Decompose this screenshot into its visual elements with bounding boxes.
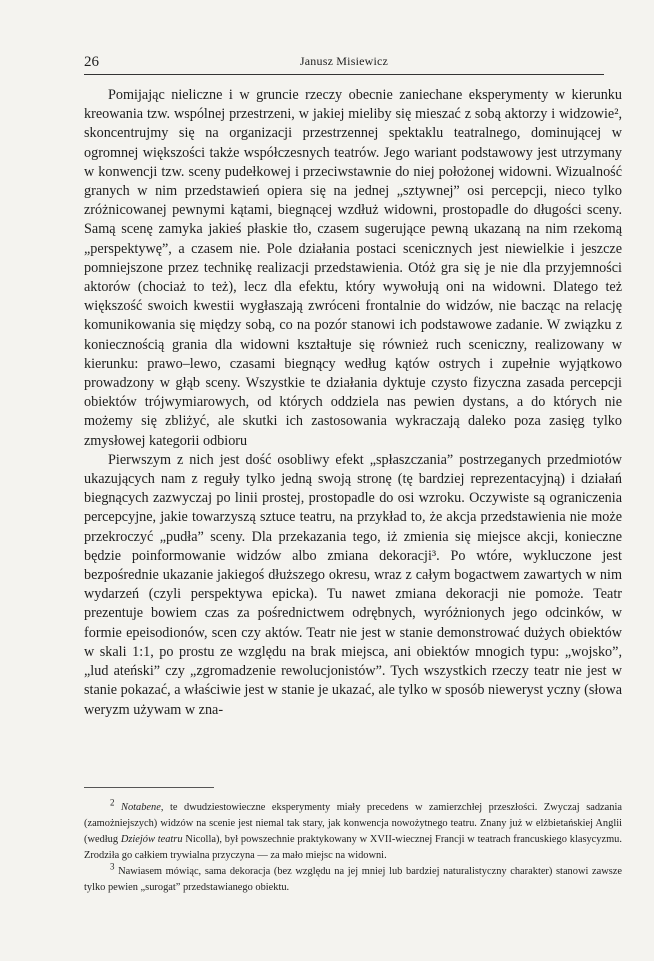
body-text	[84, 86, 622, 720]
footnote-2-title: Dziejów teatru	[120, 834, 183, 845]
paragraph-1: Pomijając nieliczne i w gruncie rzeczy obecnie zaniechane eksperymenty w kierunku kreowania tzw. wspólnej przestrzeni, w jakiej mieliby się mieszać z sobą aktorzy i widzowie², skoncentrujmy się na organizacji przestrzennej spektaklu teatralnego, dominującej w ogromnej większości także współczesnych teatrów. Jego wariant podstawowy jest utrzymany w konwencji tzw. sceny pudełkowej i przeciwstawnie do niej położonej widowni. Wizualność granych w nim przedstawień opiera się na jednej „sztywnej” osi percepcji, nieco tylko zróżnicowanej pewnymi kątami, biegnącej wzdłuż widowni, prostopadle do długości sceny. Samą scenę zamyka jakieś płaskie tło, czasem sugerujące pewną ukazaną na nim rzekomą „perspektywę”, a czasem nie. Pole działania postaci scenicznych jest niewielkie i jeszcze pomniejszone przez technikę realizacji przedstawienia. Otóż gra się je nie dla przyjemności aktorów (chociaż to też), lecz dla efektu, który wywołują oni na widowni. Dlatego też większość swoich kwestii wygłaszają zwróceni frontalnie do widzów, nie bacząc na relację komunikowania się między sobą, co na pozór stanowi ich podstawowe zadanie. W związku z koniecznością grania dla widowni kształtuje się również ruch sceniczny, realizowany w kierunku: prawo–lewo, czasami biegnący według kątów ostrych i zupełnie wyjątkowo prowadzony w głąb sceny. Wszystkie te działania dyktuje czysto fizyczna zasada percepcji obiektów trójwymiarowych, od których oddziela nas pewien dystans, a do których nie możemy się zbliżyć, ale skutki ich zastosowania wykraczają daleko poza zasięg tylko zmysłowej kategorii odbioru	[84, 87, 622, 449]
paragraph-2: Pierwszym z nich jest dość osobliwy efekt „spłaszczania” postrzeganych przedmiotów ukazujących nam z reguły tylko jedną swoją stronę (tę bardziej reprezentacyjną) i działań biegnących zazwyczaj po linii prostej, prostopadle do osi wzroku. Oczywiste są ograniczenia percepcyjne, jakie towarzyszą sztuce teatru, na przykład to, że akcja przedstawienia nie może przekroczyć „pudła” sceny. Dla przekazania tego, iż zmienia się miejsce akcji, konieczne będzie poinformowanie widzów albo zmiana dekoracji³. Po wtóre, wykluczone jest bezpośrednie ukazanie jakiegoś dłuższego okresu, wraz z całym bogactwem zawartych w nim wydarzeń (czyli perspektywa epicka). Tu nawet zmiana dekoracji nie pomoże. Teatr prezentuje bowiem czas za pośrednictwem odrębnych, wyróżnionych jego odcinków, w formie epeisodionów, scen czy aktów. Teatr nie jest w stanie demonstrować dużych obiektów w skali 1:1, po prostu ze względu na brak miejsca, ani obiektów mnogich typu: „wojsko”, „lud ateński” czy „zgromadzenie rewolucjonistów”. Tych wszystkich rzeczy teatr nie jest w stanie pokazać, a właściwie jest w stanie je ukazać, ale tylko w sposób nieweryst yczny (słowa weryzm używam w zna-	[84, 451, 622, 718]
footnote-3-marker: 3	[110, 861, 115, 872]
footnote-2-marker: 2	[110, 797, 115, 808]
footnotes	[84, 797, 622, 896]
running-head-author: Janusz Misiewicz	[299, 54, 389, 68]
page-number: 26	[84, 54, 99, 70]
footnote-3	[84, 861, 622, 896]
running-header	[84, 50, 604, 75]
footnote-2-text-b: Nicolla), był powszechnie praktykowany w XVII-wiecznej Francji w teatrach francuskiego klasycyzmu. Zrodziła go całkiem trywialna przyczyna — za mało miejsc na widowni.	[84, 834, 622, 861]
footnote-2-lead: Notabene	[121, 802, 161, 813]
footnote-2-text-a: , te dwudziestowieczne eksperymenty miały precedens w zamierzchłej przeszłości. Zwyczaj sadzania (zamożniejszych) widzów na scenie jest niemal tak stary, jak konwencja nowożytnego teatru. Znany już w elżbietańskiej Anglii (według	[84, 802, 622, 845]
footnote-separator	[84, 787, 214, 788]
footnote-3-text: Nawiasem mówiąc, sama dekoracja (bez względu na jej mniej lub bardziej naturalistyczny charakter) stanowi zawsze tylko pewien „surogat” przedstawianego obiektu.	[84, 866, 622, 893]
footnote-2	[84, 797, 622, 864]
